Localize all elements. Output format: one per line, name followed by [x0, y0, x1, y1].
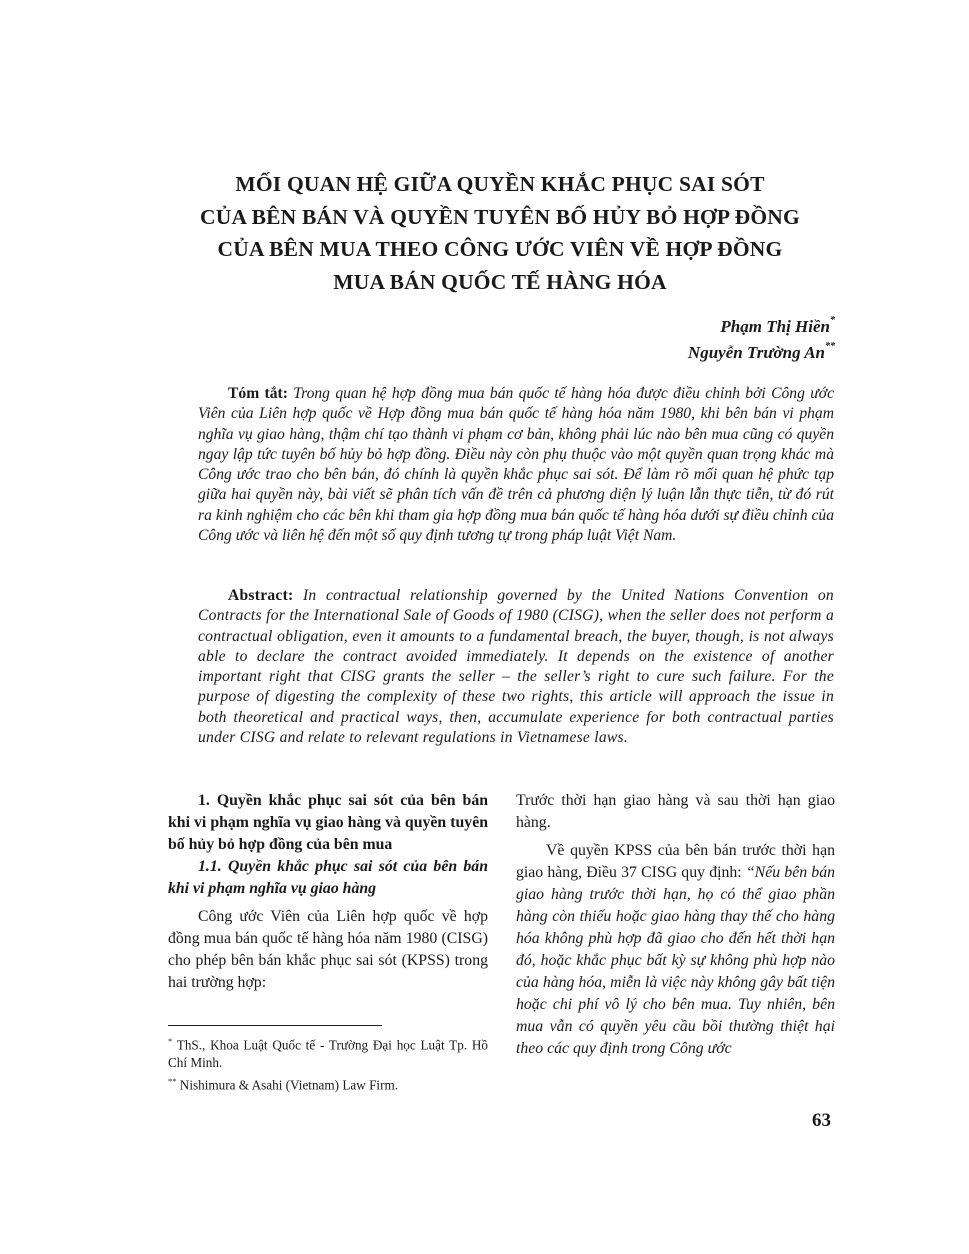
body-paragraph-1-continued: Trước thời hạn giao hàng và sau thời hạn giao hàng.	[516, 792, 835, 831]
page-number: 63	[812, 1110, 831, 1131]
body-paragraph-2	[516, 840, 835, 1060]
abstract-vi-label: Tóm tắt:	[228, 385, 288, 402]
body-column-right	[516, 790, 835, 1060]
section-heading-1: 1. Quyền khắc phục sai sót của bên bán khi vi phạm nghĩa vụ giao hàng và quyền tuyên bố hủy bỏ hợp đồng của bên mua	[168, 792, 488, 853]
author-2-mark: **	[825, 341, 835, 353]
title-line-1: MỐI QUAN HỆ GIỮA QUYỀN KHẮC PHỤC SAI SÓT	[235, 172, 765, 196]
author-2	[688, 343, 835, 363]
author-2-name: Nguyễn Trường An	[687, 343, 825, 362]
title-line-4: MUA BÁN QUỐC TẾ HÀNG HÓA	[333, 269, 667, 294]
footnote-1-mark: *	[168, 1036, 173, 1046]
author-1-mark: *	[830, 315, 835, 327]
abstract-vi-text: Trong quan hệ hợp đồng mua bán quốc tế hàng hóa được điều chỉnh bởi Công ước Viên của Liên hợp quốc về Hợp đồng mua bán quốc tế hàng hóa năm 1980, khi bên bán vi phạm nghĩa vụ giao hàng, thậm chí tạo thành vi phạm cơ bản, không phải lúc nào bên mua cũng có quyền ngay lập tức tuyên bố hủy bỏ hợp đồng. Điều này còn phụ thuộc vào một quyền quan trọng khác mà Công ước trao cho bên bán, đó chính là quyền khắc phục sai sót. Để làm rõ mối quan hệ phức tạp giữa hai quyền này, bài viết sẽ phân tích vấn đề trên cả phương diện lý luận lẫn thực tiễn, từ đó rút ra kinh nghiệm cho các bên khi tham gia hợp đồng mua bán quốc tế hàng hóa dưới sự điều chỉnh của Công ước và liên hệ đến một số quy định tương tự trong pháp luật Việt Nam.	[198, 385, 834, 545]
title-line-2: CỦA BÊN BÁN VÀ QUYỀN TUYÊN BỐ HỦY BỎ HỢP ĐỒNG	[200, 204, 800, 229]
article-title	[150, 168, 850, 298]
footnote-1-text: ThS., Khoa Luật Quốc tế - Trường Đại học Luật Tp. Hồ Chí Minh.	[168, 1037, 488, 1071]
footnotes	[168, 1032, 488, 1095]
footnote-divider	[168, 1025, 382, 1026]
footnote-2-text: Nishimura & Asahi (Vietnam) Law Firm.	[179, 1077, 399, 1093]
author-1	[720, 317, 835, 337]
abstract-en-label: Abstract:	[228, 587, 294, 604]
body-paragraph-1: Công ước Viên của Liên hợp quốc về hợp đồng mua bán quốc tế hàng hóa năm 1980 (CISG) cho phép bên bán khắc phục sai sót (KPSS) trong hai trường hợp:	[168, 908, 488, 991]
footnote-2-mark: **	[168, 1076, 177, 1087]
section-heading-1-1: 1.1. Quyền khắc phục sai sót của bên bán khi vi phạm nghĩa vụ giao hàng	[168, 858, 488, 897]
abstract-english	[198, 586, 834, 748]
article-37-quote: “Nếu bên bán giao hàng trước thời hạn, họ có thể giao phần hàng còn thiếu hoặc giao hàng thay thế cho hàng hóa không phù hợp đã giao cho đến hết thời hạn đó, hoặc khắc phục bất kỳ sự không phù hợp nào của hàng hóa, miễn là việc này không gây bất tiện hoặc chi phí vô lý cho bên mua. Tuy nhiên, bên mua vẫn có quyền yêu cầu bồi thường thiệt hại theo các quy định trong Công ước	[516, 864, 835, 1057]
article-37-intro: Về quyền KPSS của bên bán trước thời hạn giao hàng, Điều 37 CISG quy định:	[516, 842, 835, 881]
title-line-3: CỦA BÊN MUA THEO CÔNG ƯỚC VIÊN VỀ HỢP ĐỒNG	[217, 237, 783, 261]
abstract-en-text: In contractual relationship governed by the United Nations Convention on Contracts for the International Sale of Goods of 1980 (CISG), when the seller does not perform a contractual obligation, even it amounts to a fundamental breach, the buyer, though, is not always able to declare the contract avoided immediately. It depends on the existence of another important right that CISG grants the seller – the seller’s right to cure such failure. For the purpose of digesting the complexity of these two rights, this article will approach the issue in both theoretical and practical ways, then, accumulate experience for both contractual parties under CISG and relate to relevant regulations in Vietnamese laws.	[198, 587, 834, 747]
footnote-2	[168, 1072, 488, 1094]
author-1-name: Phạm Thị Hiền	[720, 317, 830, 336]
abstract-vietnamese	[198, 384, 834, 546]
body-column-left	[168, 790, 488, 994]
footnote-1	[168, 1032, 488, 1072]
